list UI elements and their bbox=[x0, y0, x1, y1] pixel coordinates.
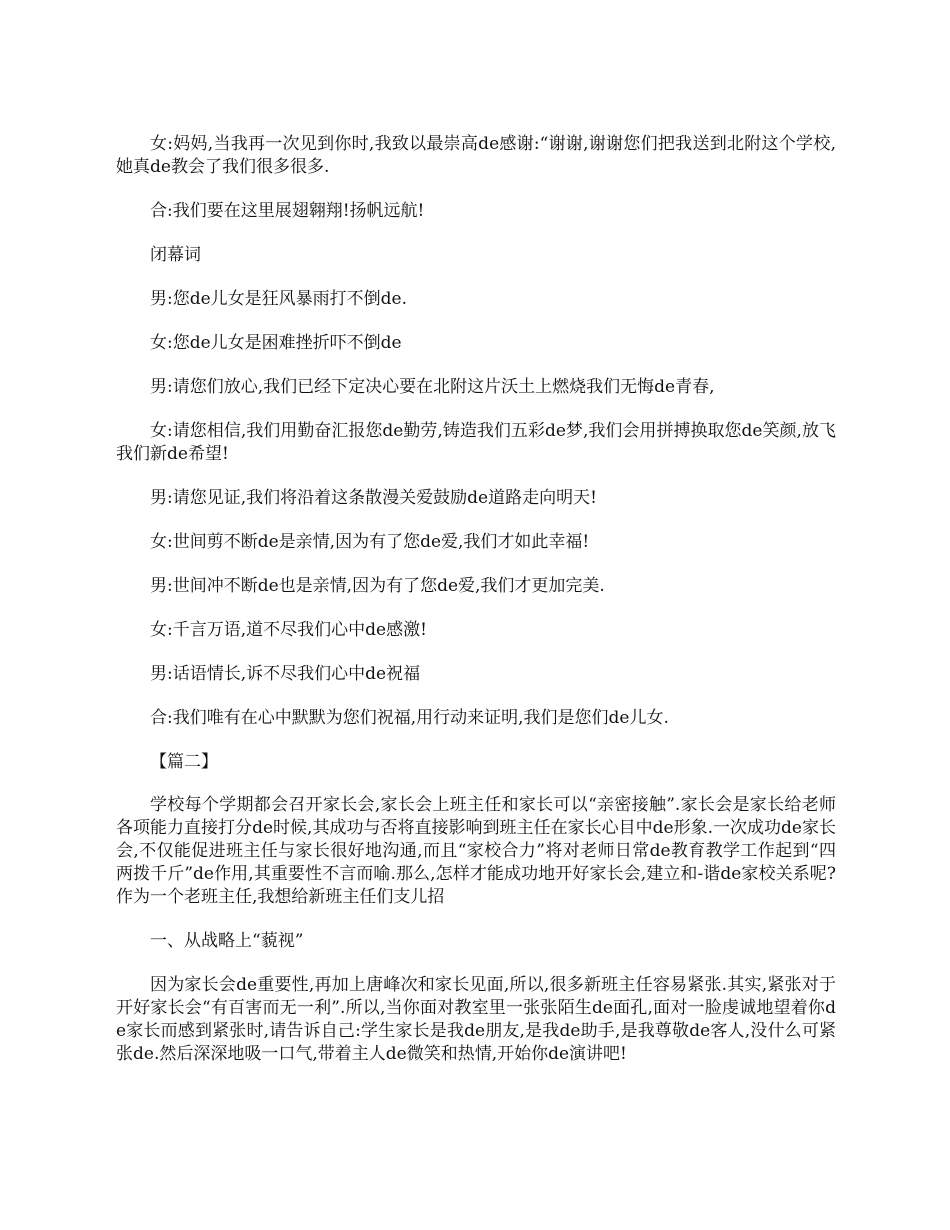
paragraph-nervousness-advice: 因为家长会de重要性,再加上唐峰次和家长见面,所以,很多新班主任容易紧张.其实,紧张对于开好家长会“有百害而无一利”.所以,当你面对教室里一张张陌生de面孔,面对一脸虔诚地望着你de家长而感到紧张时,请告诉自己:学生家长是我de朋友,是我de助手,是我尊敬de客人,没什么可紧张de.然后深深地吸一口气,带着主人de微笑和热情,开始你de演讲吧! bbox=[116, 975, 836, 1064]
subheading-strategy: 一、从战略上“藐视” bbox=[150, 931, 304, 951]
paragraph-female-diligence: 女:请您相信,我们用勤奋汇报您de勤劳,铸造我们五彩de梦,我们会用拼搏换取您de笑颜,放飞我们新de希望! bbox=[116, 421, 836, 464]
paragraph-male-blessing: 男:话语情长,诉不尽我们心中de祝福 bbox=[150, 664, 421, 684]
paragraph-closing-female-thanks: 女:妈妈,当我再一次见到你时,我致以最崇高de感谢:“谢谢,谢谢您们把我送到北附这个学校,她真de教会了我们很多很多. bbox=[116, 134, 836, 177]
paragraph-female-gratitude: 女:千言万语,道不尽我们心中de感激! bbox=[150, 620, 427, 640]
paragraph-male-family-love: 男:世间冲不断de也是亲情,因为有了您de爱,我们才更加完美. bbox=[150, 576, 605, 596]
paragraph-female-family-love: 女:世间剪不断de是亲情,因为有了您de爱,我们才如此幸福! bbox=[150, 532, 590, 552]
closing-speech-heading: 闭幕词 bbox=[150, 245, 201, 265]
paragraph-chorus-soar: 合:我们要在这里展翅翱翔!扬帆远航! bbox=[150, 201, 425, 221]
document-body bbox=[116, 133, 836, 1087]
paragraph-male-storm: 男:您de儿女是狂风暴雨打不倒de. bbox=[150, 289, 408, 309]
section-heading-part-two: 【篇二】 bbox=[150, 752, 218, 772]
paragraph-male-youth: 男:请您们放心,我们已经下定决心要在北附这片沃土上燃烧我们无悔de青春, bbox=[150, 377, 715, 397]
paragraph-male-witness: 男:请您见证,我们将沿着这条散漫关爱鼓励de道路走向明天! bbox=[150, 488, 597, 508]
paragraph-parent-meeting-intro: 学校每个学期都会召开家长会,家长会上班主任和家长可以“亲密接触”.家长会是家长给老师各项能力直接打分de时候,其成功与否将直接影响到班主任在家长心目中de形象.一次成功de家长会,不仅能促进班主任与家长很好地沟通,而且“家校合力”将对老师日常de教育教学工作起到“四两拨千斤”de作用,其重要性不言而喻.那么,怎样才能成功地开好家长会,建立和-谐de家校关系呢?作为一个老班主任,我想给新班主任们支儿招 bbox=[116, 795, 836, 907]
paragraph-chorus-children: 合:我们唯有在心中默默为您们祝福,用行动来证明,我们是您们de儿女. bbox=[150, 708, 669, 728]
paragraph-female-hardship: 女:您de儿女是困难挫折吓不倒de bbox=[150, 333, 402, 353]
